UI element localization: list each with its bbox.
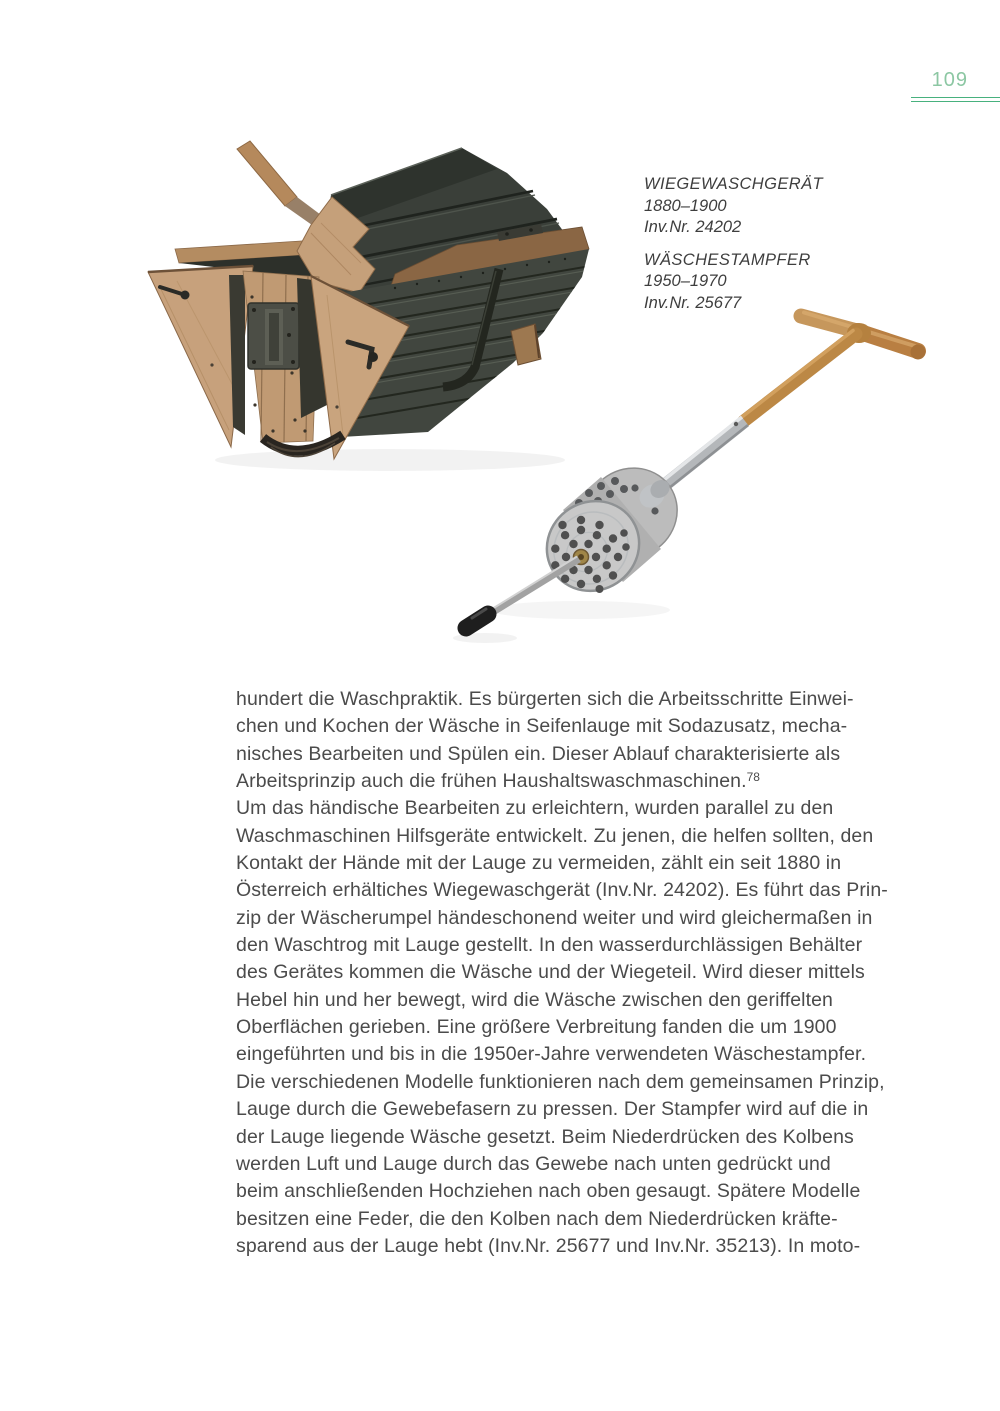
waeschestampfer-photo (430, 300, 930, 650)
body-text-line: besitzen eine Feder, die den Kolben nach dem Niederdrücken kräfte- (236, 1207, 838, 1230)
page-number: 109 (931, 69, 968, 91)
body-text-line: Österreich erhältiches Wiegewaschgerät (Inv.Nr. 24202). Es führt das Prin- (236, 879, 888, 902)
body-text-line: nisches Bearbeiten und Spülen ein. Dieser Ablauf charakterisierte als (236, 742, 841, 765)
body-text-line: beim anschließenden Hochziehen nach oben gesaugt. Spätere Modelle (236, 1180, 861, 1203)
body-text-line: Hebel hin und her bewegt, wird die Wäsche zwischen den geriffelten (236, 988, 833, 1011)
body-text-line: Die verschiedenen Modelle funktionieren nach dem gemeinsamen Prinzip, (236, 1070, 885, 1093)
caption-title: WIEGEWASCHGERÄT (644, 175, 823, 193)
body-text-line: Waschmaschinen Hilfsgeräte entwickelt. Zu jenen, die helfen sollten, den (236, 824, 874, 847)
body-text-line: sparend aus der Lauge hebt (Inv.Nr. 25677 und Inv.Nr. 35213). In moto- (236, 1234, 861, 1257)
caption-title: WÄSCHESTAMPFER (644, 250, 811, 269)
caption-years: 1950–1970 (644, 272, 727, 290)
header-accent-rule (911, 97, 1000, 102)
t-handle (801, 313, 926, 360)
body-text-line: eingeführten und bis in die 1950er-Jahre verwendeten Wäschestampfer. (236, 1043, 867, 1066)
body-text-line: Lauge durch die Gewebefasern zu pressen. Der Stampfer wird auf die in (236, 1098, 869, 1121)
body-text-line: der Lauge liegende Wäsche gesetzt. Beim Niederdrücken des Kolbens (236, 1125, 854, 1148)
caption-inventory-number: Inv.Nr. 25677 (644, 293, 742, 312)
wooden-shaft (742, 331, 856, 422)
body-text-line: werden Luft und Lauge durch das Gewebe nach unten gedrückt und (236, 1152, 831, 1175)
rubber-tip (466, 609, 488, 628)
body-text (236, 686, 936, 1260)
wooden-handle (237, 141, 321, 225)
body-text-line: Um das händische Bearbeiten zu erleichtern, wurden parallel zu den (236, 797, 834, 820)
body-text-line: chen und Kochen der Wäsche in Seifenlauge mit Sodazusatz, mecha- (236, 715, 848, 738)
body-text-line: zip der Wäscherumpel händeschonend weiter und wird gleichermaßen in (236, 906, 873, 929)
caption-wiegewaschgeraet (644, 174, 823, 239)
caption-inventory-number: Inv.Nr. 24202 (644, 218, 742, 236)
body-text-line: hundert die Waschpraktik. Es bürgerten sich die Arbeitsschritte Einwei- (236, 688, 854, 710)
body-text-line: des Gerätes kommen die Wäsche und der Wiegeteil. Wird dieser mittels (236, 961, 865, 984)
body-text-line: Kontakt der Hände mit der Lauge zu vermeiden, zählt ein seit 1880 in (236, 852, 842, 875)
body-text-line: Oberflächen gerieben. Eine größere Verbreitung fanden die um 1900 (236, 1016, 837, 1039)
body-text-line: den Waschtrog mit Lauge gestellt. In den wasserdurchlässigen Behälter (236, 934, 863, 957)
caption-years: 1880–1900 (644, 196, 727, 215)
body-text-line: Arbeitsprinzip auch die frühen Haushaltswaschmaschinen.$^{78}$ (236, 770, 760, 793)
footnote-reference: 78 (746, 770, 760, 785)
hinge (248, 303, 299, 369)
